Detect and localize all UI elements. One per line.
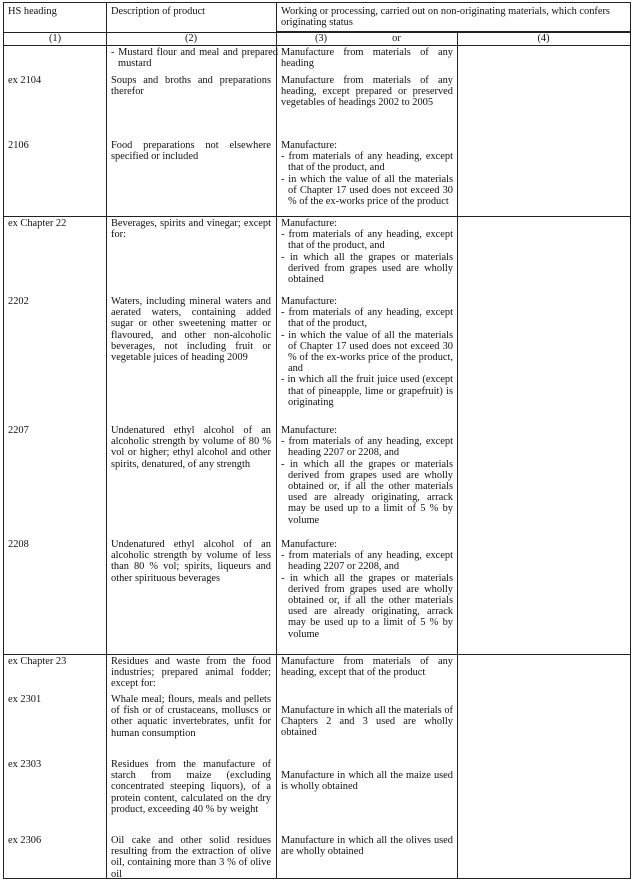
heading-ex-chapter-23: ex Chapter 23 xyxy=(8,656,67,667)
working-2208 xyxy=(281,539,453,640)
working-ex-2303: Manufacture in which all the maize used is wholly obtained xyxy=(281,770,453,793)
heading-2208: 2208 xyxy=(8,539,29,550)
description-2207: Undenatured ethyl alcohol of an alcoholic strength by volume of 80 % vol or higher; ethyl alcohol and other spirits, denatured, of any strength xyxy=(111,425,271,470)
working-2208-line-2: - from materials of any heading, except heading 2207 or 2208, and xyxy=(281,550,453,573)
header-rule-bottom xyxy=(4,45,630,46)
description-ex-2104: Soups and broths and preparations therefor xyxy=(111,75,271,98)
working-ex-chapter-22-line-1: Manufacture: xyxy=(281,218,337,229)
working-2106-line-1: Manufacture: xyxy=(281,140,337,151)
column-number-2: (2) xyxy=(184,33,198,44)
working-2202-line-2: - from materials of any heading, except that of the product, xyxy=(281,307,453,330)
heading-2207: 2207 xyxy=(8,425,29,436)
column-number-4: (4) xyxy=(537,33,550,44)
description-ex-chapter-23: Residues and waste from the food industries; prepared animal fodder; except for: xyxy=(111,656,271,690)
description-2202: Waters, including mineral waters and aerated waters, containing added sugar or other sweetening matter or flavoured, and other non-alcoholic beverages, not including fruit or vegetable juices of heading 2009 xyxy=(111,296,271,364)
working-ex-2104: Manufacture from materials of any heading, except prepared or preserved vegetables of headings 2002 to 2005 xyxy=(281,75,453,109)
column-number-1: (1) xyxy=(48,33,62,44)
heading-2202: 2202 xyxy=(8,296,29,307)
column-divider-2 xyxy=(276,3,277,878)
description-2208: Undenatured ethyl alcohol of an alcoholic strength by volume of less than 80 % vol; spirits, liqueurs and other spirituous beverages xyxy=(111,539,271,584)
working-ex-2306: Manufacture in which all the olives used are wholly obtained xyxy=(281,835,453,858)
header-working-processing: Working or processing, carried out on non-originating materials, which confers originating status xyxy=(281,6,610,29)
working-2202-line-4: - in which all the fruit juice used (except that of pineapple, lime or grapefruit) is originating xyxy=(281,374,453,408)
header-description: Description of product xyxy=(111,6,206,17)
working-2202 xyxy=(281,296,453,408)
heading-ex-2104: ex 2104 xyxy=(8,75,42,86)
working-2208-line-3: - in which all the grapes or materials derived from grapes used are wholly obtained or, if all the other materials used are already originating, arrack may be used up to a limit of 5 % by volume xyxy=(281,572,453,640)
working-2106-line-3: - in which the value of all the materials of Chapter 17 used does not exceed 30 % of the ex-works price of the product xyxy=(281,173,453,208)
description-ex-2306: Oil cake and other solid residues resulting from the extraction of olive oil, containing more than 3 % of olive oil xyxy=(111,835,271,880)
rules-of-origin-table xyxy=(3,2,631,879)
column-divider-1 xyxy=(106,3,107,878)
section-divider-chapter-23 xyxy=(4,654,630,655)
section-divider-chapter-22 xyxy=(4,216,630,217)
column-or-label: or xyxy=(392,33,401,44)
working-2202-line-1: Manufacture: xyxy=(281,296,337,307)
heading-ex-2306: ex 2306 xyxy=(8,835,42,846)
working-ex-chapter-22 xyxy=(281,218,453,285)
heading-2106: 2106 xyxy=(8,140,29,151)
working-2207 xyxy=(281,425,453,526)
header-hs-heading: HS heading xyxy=(8,6,57,17)
heading-ex-2301: ex 2301 xyxy=(8,694,42,705)
description-mustard: - Mustard flour and meal and prepared mustard xyxy=(111,47,278,70)
working-2106-line-2: - from materials of any heading, except that of the product, and xyxy=(281,151,453,174)
working-ex-chapter-23: Manufacture from materials of any heading, except that of the product xyxy=(281,656,453,679)
heading-ex-2303: ex 2303 xyxy=(8,759,42,770)
description-ex-2301: Whale meal; flours, meals and pellets of fish or of crustaceans, molluscs or other aquatic invertebrates, unfit for human consumption xyxy=(111,694,271,739)
working-2202-line-3: - in which the value of all the materials of Chapter 17 used does not exceed 30 % of the ex-works price of the product, and xyxy=(281,329,453,375)
working-2207-line-1: Manufacture: xyxy=(281,425,337,436)
working-ex-chapter-22-line-3: - in which all the grapes or materials derived from grapes used are wholly obtained xyxy=(281,251,453,286)
working-ex-2301: Manufacture in which all the materials of Chapters 2 and 3 used are wholly obtained xyxy=(281,705,453,739)
working-mustard: Manufacture from materials of any heading xyxy=(281,47,453,70)
column-divider-3 xyxy=(457,32,458,878)
working-2106 xyxy=(281,140,453,207)
working-2207-line-3: - in which all the grapes or materials derived from grapes used are wholly obtained or, if all the other materials used are already originating, arrack may be used up to a limit of 5 % by volume xyxy=(281,458,453,526)
working-ex-chapter-22-line-2: - from materials of any heading, except that of the product, and xyxy=(281,229,453,252)
heading-ex-chapter-22: ex Chapter 22 xyxy=(8,218,67,229)
description-ex-chapter-22: Beverages, spirits and vinegar; except for: xyxy=(111,218,271,241)
column-number-3: (3) xyxy=(314,33,328,44)
working-2207-line-2: - from materials of any heading, except heading 2207 or 2208, and xyxy=(281,436,453,459)
description-2106: Food preparations not elsewhere specified or included xyxy=(111,140,271,163)
working-2208-line-1: Manufacture: xyxy=(281,539,337,550)
description-ex-2303: Residues from the manufacture of starch from maize (excluding concentrated steeping liquors), of a protein content, calculated on the dry product, exceeding 40 % by weight xyxy=(111,759,271,815)
